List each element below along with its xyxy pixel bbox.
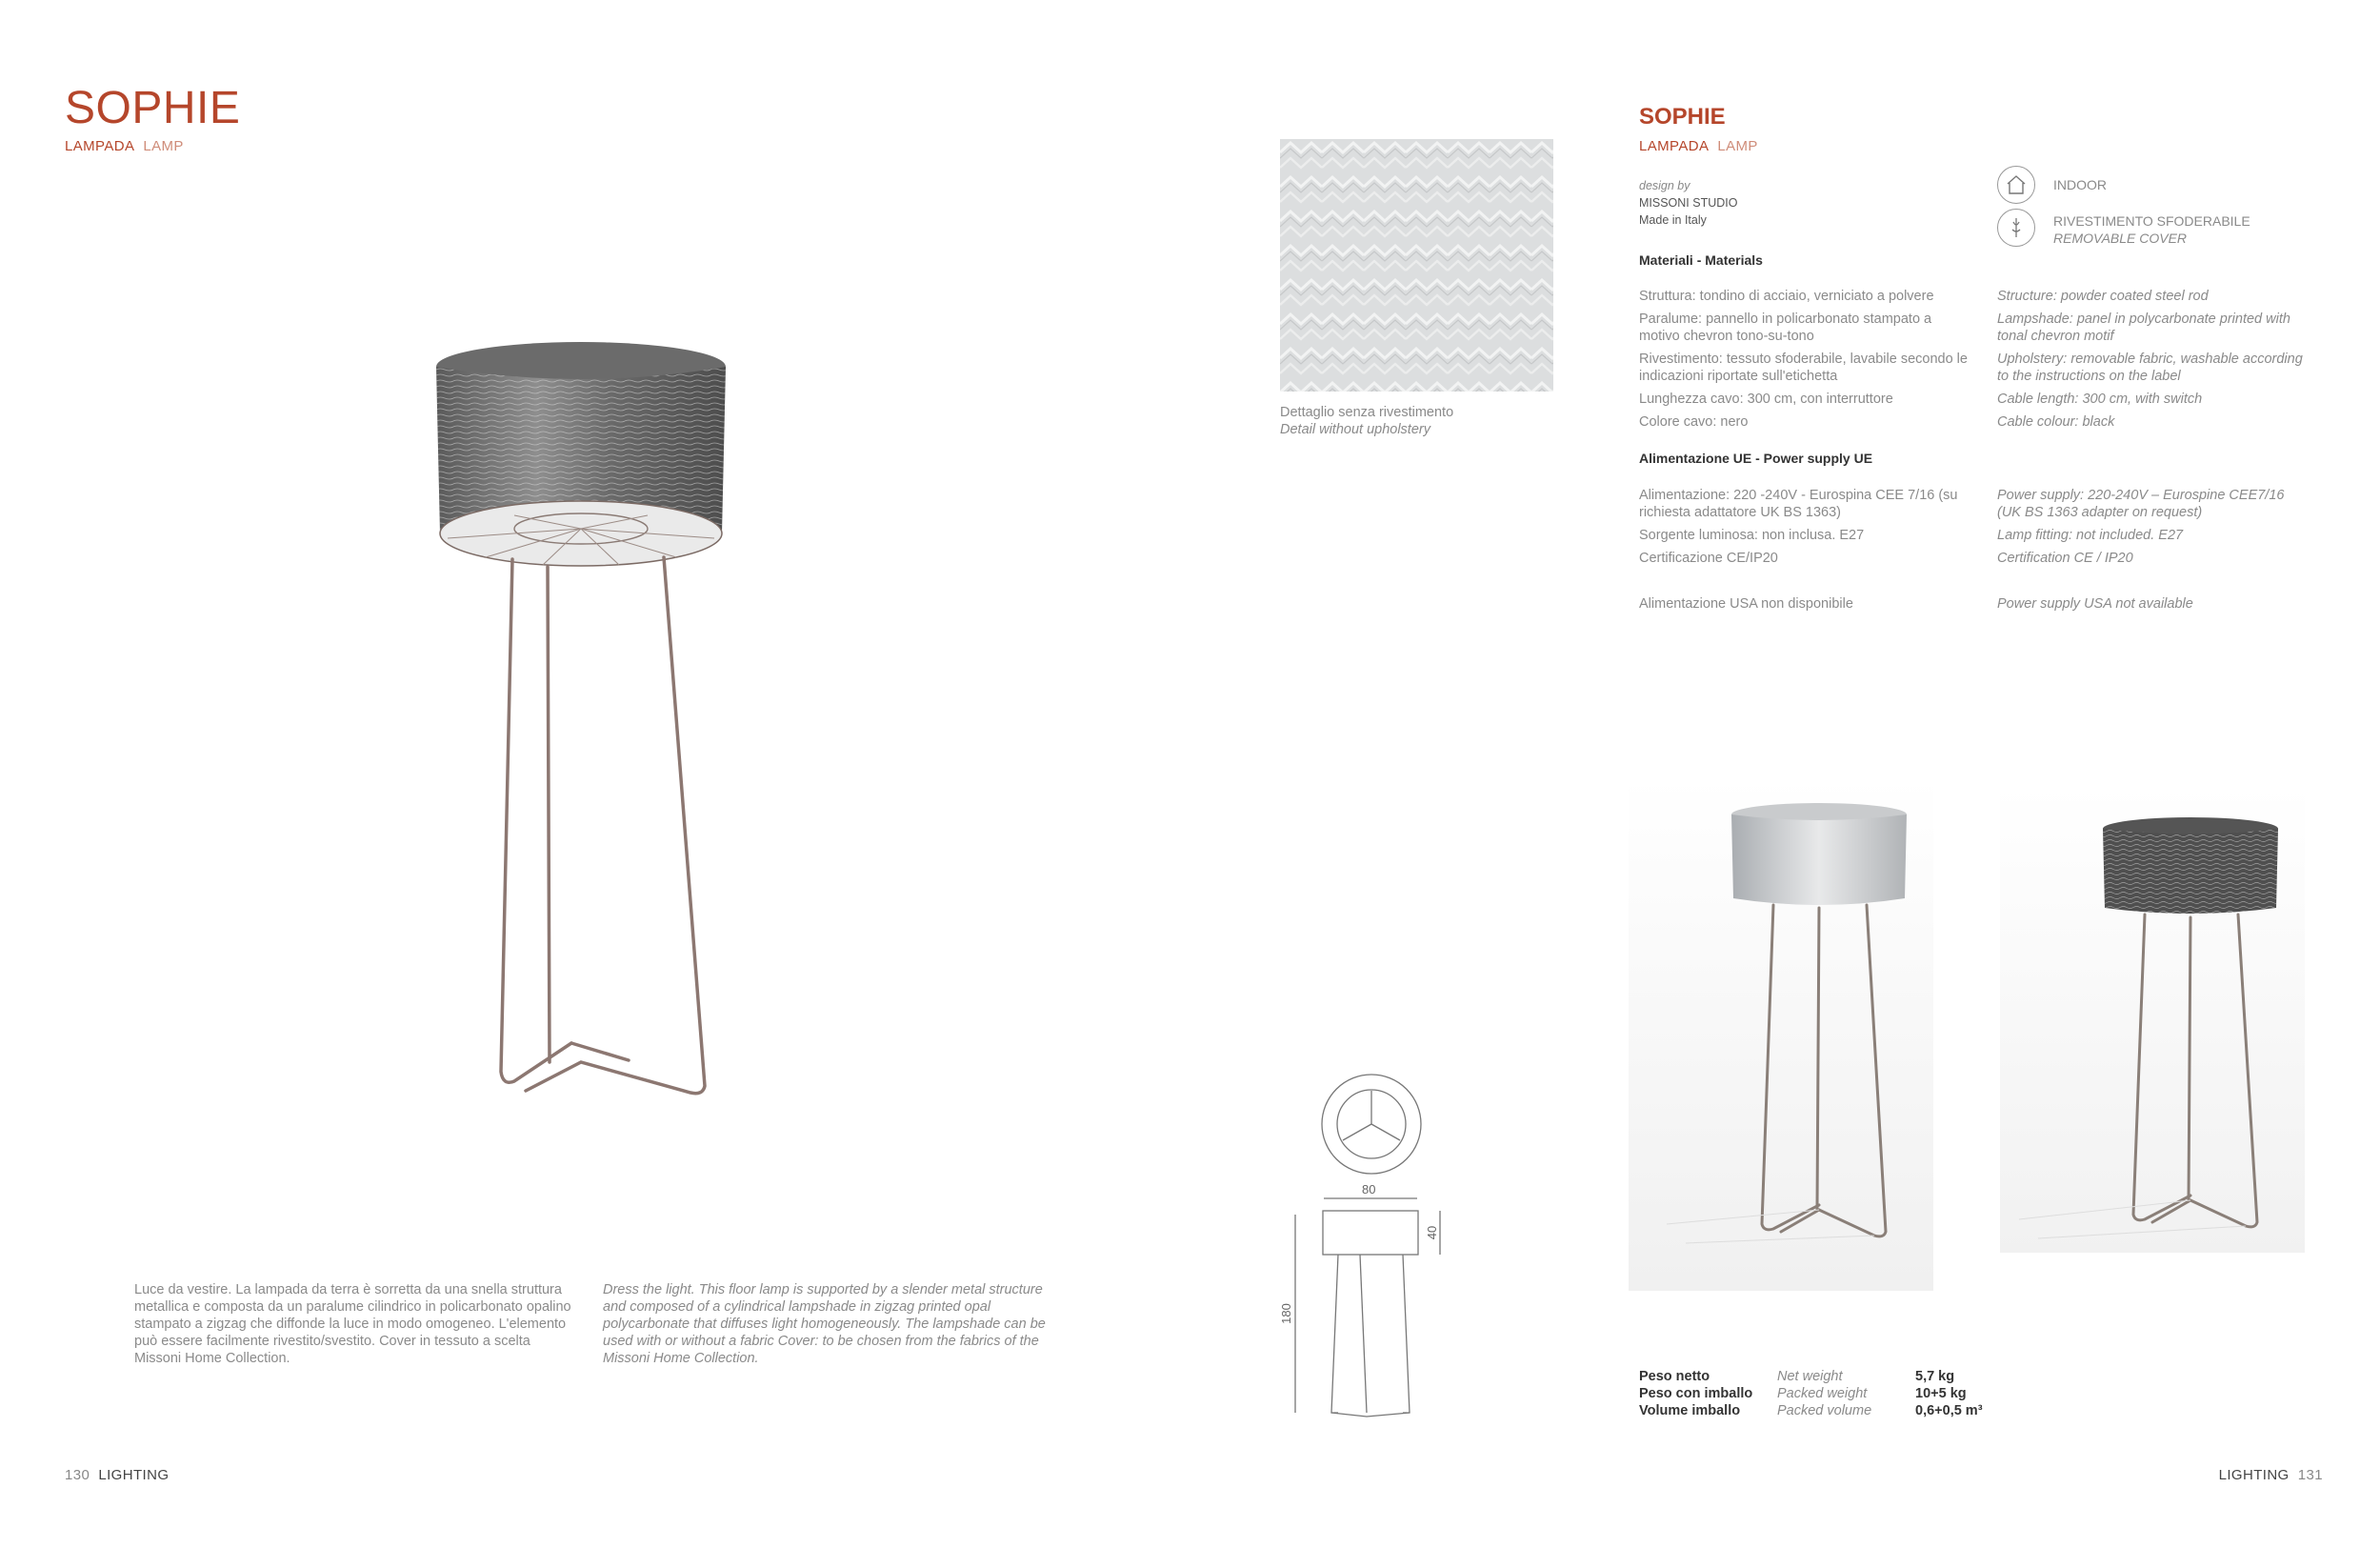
right-subtitle-it: LAMPADA xyxy=(1639,138,1710,154)
power-heading: Alimentazione UE - Power supply UE xyxy=(1639,451,1873,466)
power-it: Sorgente luminosa: non inclusa. E27 xyxy=(1639,528,1865,543)
materials-en: Structure: powder coated steel rod xyxy=(1997,289,2209,304)
right-subtitle-en: LAMP xyxy=(1717,138,1758,154)
weight-value: 0,6+0,5 m³ xyxy=(1915,1403,1983,1418)
materials-en: Cable colour: black xyxy=(1997,414,2115,430)
section-label-right: LIGHTING xyxy=(2218,1467,2290,1483)
page-title: SOPHIE xyxy=(65,83,241,133)
detail-caption-en: Detail without upholstery xyxy=(1280,422,1430,437)
weight-label-en: Packed weight xyxy=(1777,1386,1868,1401)
page-number: 130 xyxy=(65,1467,90,1483)
technical-drawing xyxy=(1276,1072,1448,1424)
lamp-photo-fabric xyxy=(2000,786,2305,1253)
description-it: Luce da vestire. La lampada da terra è sorretta da una snella struttura metallica e composta da un paralume cilindrico in policarbonato opalino stampato a zigzag che diffonde la luce in modo omogeneo. L'elemento può essere facilmente rivestito/svestito. Cover in tessuto a scelta Missoni Home Collection. xyxy=(134,1282,571,1366)
weight-row xyxy=(1639,1402,1983,1419)
lamp-main-image xyxy=(419,338,743,1100)
dim-total-height: 180 xyxy=(1278,1303,1293,1324)
materials-en: Upholstery: removable fabric, washable according to the instructions on the label xyxy=(1997,352,2303,384)
needle-icon xyxy=(1997,209,2035,247)
subtitle-it: LAMPADA xyxy=(65,138,135,154)
weight-label-en: Packed volume xyxy=(1777,1403,1872,1418)
section-label: LIGHTING xyxy=(98,1467,170,1483)
dim-shade-height: 40 xyxy=(1425,1225,1440,1240)
materials-en: Lampshade: panel in polycarbonate printed with tonal chevron motif xyxy=(1997,312,2290,344)
materials-en: Cable length: 300 cm, with switch xyxy=(1997,392,2203,407)
power-en: Power supply: 220-240V – Eurospine CEE7/16 (UK BS 1363 adapter on request) xyxy=(1997,488,2285,520)
materials-it: Colore cavo: nero xyxy=(1639,414,1749,430)
weight-row xyxy=(1639,1385,1983,1402)
weight-value: 10+5 kg xyxy=(1915,1386,1967,1401)
subtitle-en: LAMP xyxy=(143,138,184,154)
page-number-right: 131 xyxy=(2297,1467,2323,1483)
usa-it: Alimentazione USA non disponibile xyxy=(1639,596,1853,612)
weight-label: Peso netto xyxy=(1639,1369,1710,1384)
power-en: Lamp fitting: not included. E27 xyxy=(1997,528,2184,543)
page-subtitle xyxy=(65,138,184,154)
icon-label-cover-en: REMOVABLE COVER xyxy=(2053,231,2188,246)
materials-it: Struttura: tondino di acciaio, verniciato a polvere xyxy=(1639,289,1934,304)
power-it-list xyxy=(1639,487,1968,573)
materials-it: Rivestimento: tessuto sfoderabile, lavabile secondo le indicazioni riportate sull'etichetta xyxy=(1639,352,1968,384)
house-icon xyxy=(1997,166,2035,204)
right-title: SOPHIE xyxy=(1639,104,1726,130)
footer-right xyxy=(2219,1467,2323,1483)
design-by: design by xyxy=(1639,179,1690,192)
made-in: Made in Italy xyxy=(1639,213,1707,227)
dim-width: 80 xyxy=(1362,1182,1376,1196)
detail-caption-it: Dettaglio senza rivestimento xyxy=(1280,405,1454,420)
weight-label-en: Net weight xyxy=(1777,1369,1843,1384)
lamp-photo-white xyxy=(1629,776,1933,1291)
materials-heading: Materiali - Materials xyxy=(1639,252,1763,268)
materials-en-list xyxy=(1997,288,2311,436)
designer: MISSONI STUDIO xyxy=(1639,196,1738,210)
fabric-detail-image xyxy=(1280,139,1553,392)
materials-it-list xyxy=(1639,288,1968,436)
weights-table xyxy=(1639,1368,1983,1419)
weight-row xyxy=(1639,1368,1983,1385)
materials-it: Lunghezza cavo: 300 cm, con interruttore xyxy=(1639,392,1893,407)
power-it: Alimentazione: 220 -240V - Eurospina CEE 7/16 (su richiesta adattatore UK BS 1363) xyxy=(1639,488,1958,520)
description-en: Dress the light. This floor lamp is supported by a slender metal structure and composed of a cylindrical lampshade in zigzag printed opal polycarbonate that diffuses light homogeneously. The lampshade can be used with or without a fabric Cover: to be chosen from the fabrics of the Missoni Home Collection. xyxy=(603,1282,1046,1366)
power-it: Certificazione CE/IP20 xyxy=(1639,551,1778,566)
materials-it: Paralume: pannello in policarbonato stampato a motivo chevron tono-su-tono xyxy=(1639,312,1932,344)
footer-left xyxy=(65,1467,169,1483)
power-en: Certification CE / IP20 xyxy=(1997,551,2133,566)
icon-label-cover: RIVESTIMENTO SFODERABILE xyxy=(2053,213,2250,229)
usa-en: Power supply USA not available xyxy=(1997,596,2193,612)
design-block xyxy=(1639,177,1737,229)
power-en-list xyxy=(1997,487,2311,573)
icon-label-indoor: INDOOR xyxy=(2053,177,2107,192)
weight-label: Peso con imballo xyxy=(1639,1386,1753,1401)
weight-value: 5,7 kg xyxy=(1915,1369,1955,1384)
weight-label: Volume imballo xyxy=(1639,1403,1741,1418)
right-subtitle xyxy=(1639,138,1758,154)
